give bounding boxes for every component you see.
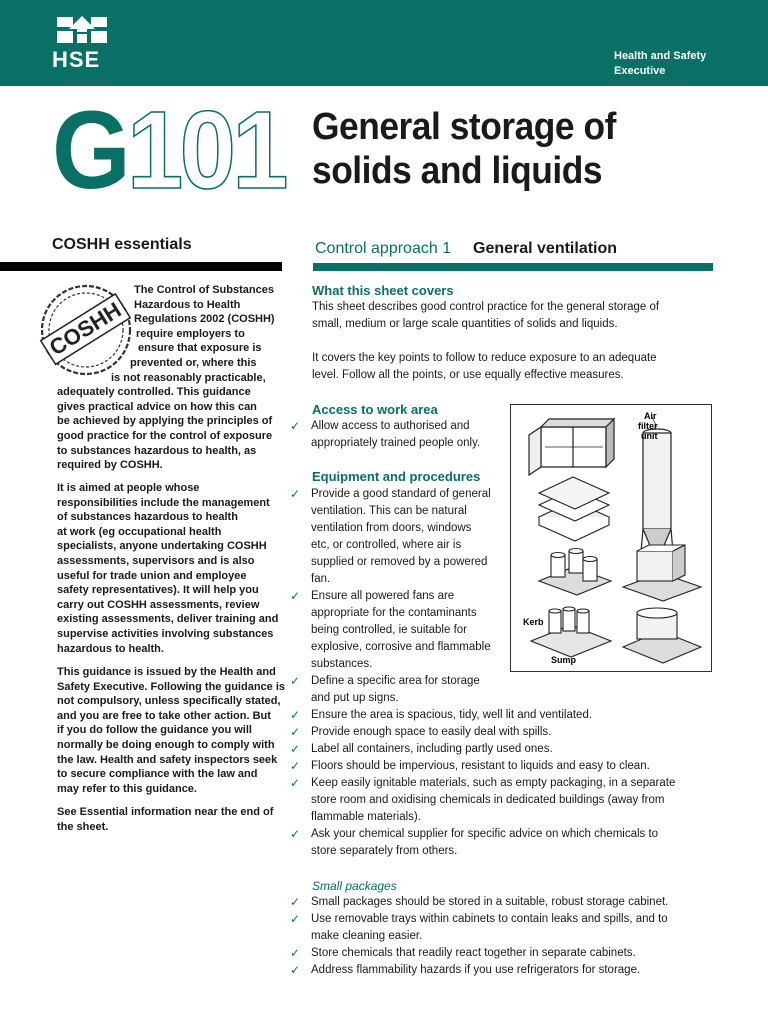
checklist-line: store room and oxidising chemicals in dedicated buildings (away from <box>311 794 665 806</box>
left-column-line: required by COSHH. <box>57 459 163 472</box>
coshh-essentials-heading: COSHH essentials <box>52 236 192 253</box>
access-heading: Access to work area <box>312 402 438 417</box>
left-column-line: be achieved by applying the principles of <box>57 415 273 428</box>
checklist-line: ventilation from doors, windows <box>311 522 472 534</box>
left-column-line: to substances hazardous to health, as <box>57 444 257 457</box>
equipment-heading: Equipment and procedures <box>312 469 481 484</box>
left-column-line: good practice for the control of exposure <box>57 430 273 442</box>
left-column-line: Regulations 2002 (COSHH) <box>134 313 275 326</box>
storage-cabinet-icon <box>529 419 614 475</box>
bunded-tank-icon <box>623 608 701 663</box>
sheet-code <box>52 89 285 212</box>
left-column-line: normally be doing enough to comply with <box>57 739 275 751</box>
left-column-line: safety representatives). It will help you <box>57 584 259 597</box>
checklist-line: Ask your chemical supplier for specific advice on which chemicals to <box>311 828 659 840</box>
left-column-line: ensure that exposure is <box>138 342 262 355</box>
coshh-stamp-text: COSHH <box>44 297 126 361</box>
ibc-tank-icon <box>623 545 701 601</box>
left-column-line: supervise activities involving substances <box>57 628 274 640</box>
left-column-line: existing assessments, deliver training and <box>57 613 279 626</box>
checklist-line: Small packages should be stored in a suitable, robust storage cabinet. <box>311 896 669 908</box>
check-icon: ✓ <box>290 419 301 433</box>
check-icon: ✓ <box>290 963 301 977</box>
small-packages-heading: Small packages <box>312 879 397 893</box>
checklist-line: substances. <box>311 658 373 670</box>
check-icon: ✓ <box>290 742 301 756</box>
left-column-line: to secure compliance with the law and <box>57 768 258 781</box>
checklist-line: Store chemicals that readily react together in separate cabinets. <box>311 947 636 959</box>
left-column-line: This guidance is issued by the Health and <box>57 666 276 678</box>
label-filter: filter <box>638 421 658 431</box>
checklist-line: Ensure all powered fans are <box>311 590 455 602</box>
check-icon: ✓ <box>290 487 301 501</box>
checklist-line: Ensure the area is spacious, tidy, well lit and ventilated. <box>311 709 593 721</box>
checklist-line: flammable materials). <box>311 811 421 823</box>
check-icon: ✓ <box>290 912 301 926</box>
left-column-line: of substances hazardous to health <box>57 511 238 524</box>
right-divider <box>313 263 713 271</box>
left-divider <box>0 262 282 271</box>
covers-para1-line2: small, medium or large scale quantities of solids and liquids. <box>312 318 618 330</box>
checklist-line: Define a specific area for storage <box>311 675 480 687</box>
sheet-code-number: 101 <box>127 89 285 212</box>
left-column-line: The Control of Substances <box>134 284 274 296</box>
checklist-line: being controlled, ie suitable for <box>311 624 467 636</box>
covers-para2-line2: level. Follow all the points, or use equally effective measures. <box>312 369 624 381</box>
checklist-line: Provide a good standard of general <box>311 488 491 500</box>
check-icon: ✓ <box>290 946 301 960</box>
left-column-line: is not reasonably practicable, <box>111 371 266 384</box>
logo-text: HSE <box>52 47 101 72</box>
left-column-line: prevented or, where this <box>130 357 257 369</box>
check-icon: ✓ <box>290 827 301 841</box>
checklist-line: Keep easily ignitable materials, such as empty packaging, in a separate <box>311 777 676 789</box>
checklist-line: explosive, corrosive and flammable <box>311 641 491 653</box>
control-approach-prefix: Control approach 1 <box>315 240 452 257</box>
left-column-line: Hazardous to Health <box>134 298 241 311</box>
sheet-title <box>312 105 721 193</box>
check-icon: ✓ <box>290 708 301 722</box>
left-column-line: carry out COSHH assessments, review <box>57 598 260 611</box>
checklist-line: Provide enough space to easily deal with spills. <box>311 726 552 738</box>
label-kerb: Kerb <box>523 617 544 627</box>
left-column-line: the sheet. <box>57 820 109 833</box>
org-line-1: Health and Safety <box>614 50 707 62</box>
label-air: Air <box>644 411 657 421</box>
check-icon: ✓ <box>290 674 301 688</box>
storage-illustration <box>510 404 712 672</box>
left-column-line: at work (eg occupational health <box>57 525 222 538</box>
check-icon: ✓ <box>290 589 301 603</box>
check-icon: ✓ <box>290 725 301 739</box>
checklist-line: Use removable trays within cabinets to contain leaks and spills, and to <box>311 913 668 925</box>
title-line-1: General storage of <box>312 106 616 148</box>
check-icon: ✓ <box>290 895 301 909</box>
checklist-line: and put up signs. <box>311 692 399 704</box>
left-column-line: specialists, anyone undertaking COSHH <box>57 540 267 553</box>
label-unit: unit <box>641 431 658 441</box>
checklist-line: ventilation. This can be natural <box>311 505 467 517</box>
title-line-2: solids and liquids <box>312 150 603 192</box>
left-column-line: if you do follow the guidance you will <box>57 724 252 737</box>
sheet-code-letter: G <box>52 89 128 212</box>
org-line-2: Executive <box>614 65 666 77</box>
left-column-line: gives practical advice on how this can <box>57 400 257 413</box>
left-column-line: useful for trade union and employee <box>57 569 247 582</box>
organisation-name <box>614 49 754 79</box>
stacked-sacks-icon <box>539 477 609 541</box>
label-sump: Sump <box>551 655 577 665</box>
left-column-line: not compulsory, unless specifically stated, <box>57 695 281 708</box>
left-column-line: require employers to <box>136 327 245 340</box>
kerb-drums-icon <box>531 607 611 657</box>
drums-tray-icon <box>539 549 611 596</box>
left-column-line: adequately controlled. This guidance <box>57 386 251 399</box>
covers-para2-line1: It covers the key points to follow to reduce exposure to an adequate <box>312 352 657 364</box>
checklist-line: make cleaning easier. <box>311 930 423 942</box>
checklist-line: store separately from others. <box>311 845 458 857</box>
checklist-line: etc, or controlled, where air is <box>311 539 462 551</box>
left-column-line: responsibilities include the management <box>57 496 270 509</box>
access-item-line1: Allow access to authorised and <box>311 420 470 432</box>
left-column-line: hazardous to health. <box>57 642 164 655</box>
checklist-line: Label all containers, including partly used ones. <box>311 743 553 755</box>
checklist-line: Address flammability hazards if you use refrigerators for storage. <box>311 964 641 976</box>
check-icon: ✓ <box>290 776 301 790</box>
checklist-line: fan. <box>311 573 331 585</box>
covers-para1-line1: This sheet describes good control practice for the general storage of <box>312 301 660 313</box>
covers-heading: What this sheet covers <box>312 283 454 298</box>
left-column-line: assessments, supervisors and is also <box>57 555 255 567</box>
left-column-line: Safety Executive. Following the guidance is <box>57 680 285 693</box>
left-column-line: may refer to this guidance. <box>57 782 197 795</box>
checklist-line: Floors should be impervious, resistant to liquids and easy to clean. <box>311 760 650 772</box>
check-icon: ✓ <box>290 759 301 773</box>
left-column-line: See Essential information near the end of <box>57 806 274 818</box>
left-column-line: It is aimed at people whose <box>57 482 200 494</box>
control-approach-name: General ventilation <box>473 240 618 257</box>
checklist-line: appropriate for the contaminants <box>311 607 477 619</box>
left-column-line: and you are free to take other action. But <box>57 709 271 722</box>
access-item-line2: appropriately trained people only. <box>311 437 481 449</box>
checklist-line: supplied or removed by a powered <box>311 556 488 568</box>
left-column-line: the law. Health and safety inspectors seek <box>57 753 278 766</box>
